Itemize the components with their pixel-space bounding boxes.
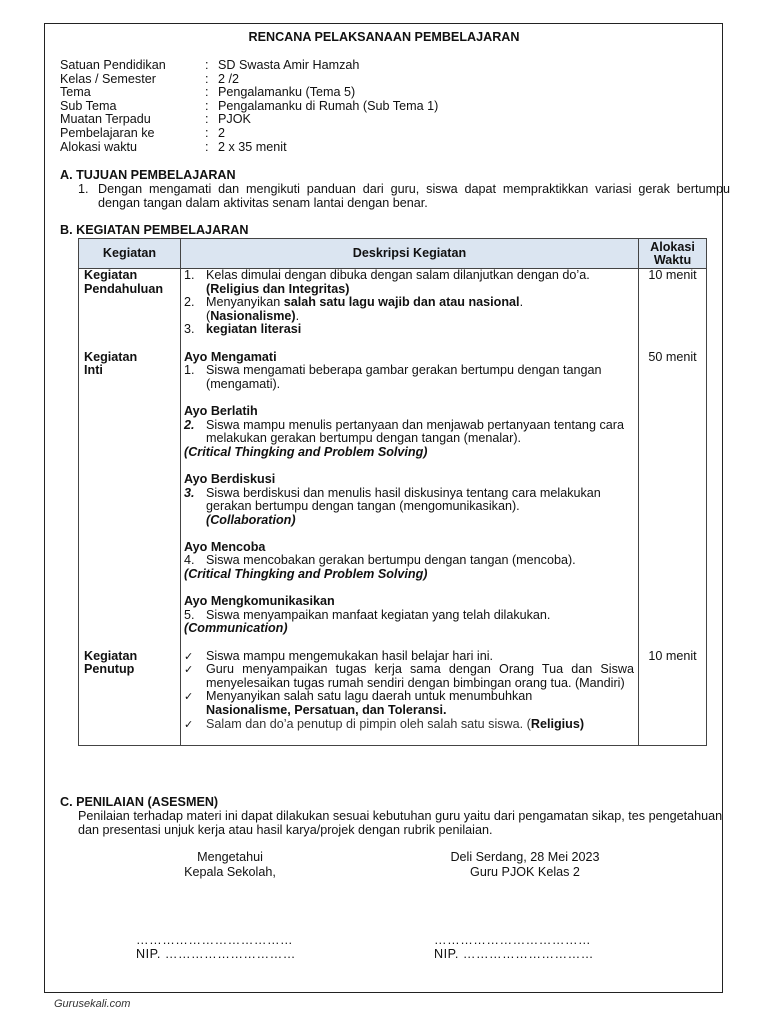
column-header-deskripsi: Deskripsi Kegiatan	[181, 239, 639, 269]
identity-separator: :	[205, 85, 209, 100]
item-text: .	[519, 295, 524, 310]
item-text: Kelas dimulai dengan dibuka dengan salam dilanjutkan dengan do’a.	[206, 268, 590, 282]
list-number: 2.	[184, 417, 195, 432]
check-icon: ✓	[184, 649, 194, 663]
sub-heading: Ayo Berdiskusi	[184, 471, 276, 486]
row-description	[181, 351, 639, 650]
identity-row	[60, 141, 438, 155]
identity-separator: :	[205, 71, 209, 86]
column-header-kegiatan: Kegiatan	[79, 239, 181, 269]
list-item	[184, 419, 634, 446]
list-item	[184, 269, 634, 296]
signature-line: Kepala Sekolah,	[184, 865, 276, 879]
identity-value: Pengalamanku (Tema 5)	[218, 85, 356, 100]
list-text	[206, 718, 634, 732]
nip-line: NIP. …………………………	[434, 947, 594, 961]
table-header-row	[79, 239, 707, 269]
principal-signature-block	[150, 850, 310, 880]
identity-row	[60, 73, 438, 87]
list-text	[206, 296, 634, 323]
sub-heading: Ayo Mencoba	[184, 539, 266, 554]
item-text: Siswa mampu menulis pertanyaan dan menjawab pertanyaan tentang cara melakukan gerakan bertumpu dengan tangan (menalar).	[206, 417, 624, 446]
list-item	[184, 718, 634, 732]
item-text: Siswa mengamati beberapa gambar gerakan bertumpu dengan tangan (mengamati).	[206, 363, 602, 391]
item-text: Guru menyampaikan tugas kerja sama dengan Orang Tua dan Siswa menyelesaikan tugas rumah sendiri dengan bimbingan orang tua. (Mandiri)	[206, 662, 634, 690]
list-item	[184, 663, 634, 690]
identity-value: 2 x 35 menit	[218, 139, 287, 154]
identity-label: Tema	[60, 85, 91, 100]
identity-value: SD Swasta Amir Hamzah	[218, 58, 360, 72]
row-description	[181, 650, 639, 746]
activity-table	[78, 238, 707, 746]
table-row	[79, 269, 707, 351]
item-value: Religius)	[530, 716, 585, 731]
identity-label: Pembelajaran ke	[60, 125, 155, 140]
identity-separator: :	[205, 58, 209, 72]
list-item	[78, 183, 730, 210]
check-icon: ✓	[184, 690, 194, 704]
item-value: salah satu lagu wajib dan atau nasional	[283, 295, 520, 310]
section-c-heading: C. PENILAIAN (ASESMEN)	[60, 795, 219, 809]
objective-list	[78, 183, 730, 210]
identity-separator: :	[205, 139, 209, 154]
list-number: 2.	[184, 295, 195, 310]
nip-line: NIP. …………………………	[136, 947, 296, 961]
item-value: Nasionalisme, Persatuan, dan Toleransi.	[206, 703, 447, 717]
value-tag: (Communication)	[184, 621, 288, 636]
item-text: Menyanyikan	[206, 295, 284, 310]
list-item	[184, 296, 634, 323]
list-item	[184, 323, 634, 337]
sub-heading: Ayo Mengkomunikasikan	[184, 594, 335, 609]
list-number: 1.	[184, 363, 195, 378]
item-text: Siswa menyampaikan manfaat kegiatan yang telah dilakukan.	[206, 607, 551, 622]
row-label	[79, 269, 181, 351]
check-icon: ✓	[184, 663, 194, 677]
item-value: (Religius dan Integritas)	[206, 281, 350, 296]
identity-label: Sub Tema	[60, 98, 117, 113]
list-number: 3.	[184, 485, 195, 500]
watermark: Gurusekali.com	[54, 998, 131, 1010]
assessment-text: Penilaian terhadap materi ini dapat dilakukan sesuai kebutuhan guru yaitu dari pengamatan sikap, tes pengetahuan dan presentasi unjuk kerja atau hasil karya/projek dengan rubrik penilaian.	[78, 809, 723, 837]
list-item	[184, 650, 634, 664]
row-label-text: Kegiatan Pendahuluan	[84, 268, 164, 296]
item-text: Salam dan do’a penutup di pimpin oleh salah satu siswa. (	[206, 716, 531, 731]
signature-line: Deli Serdang, 28 Mei 2023	[450, 850, 600, 864]
identity-label: Kelas / Semester	[60, 71, 156, 86]
identity-value: 2 /2	[218, 71, 240, 86]
section-a-heading: A. TUJUAN PEMBELAJARAN	[60, 168, 236, 182]
objective-text: Dengan mengamati dan mengikuti panduan dari guru, siswa dapat mempraktikkan variasi gerak bertumpu dengan tangan dalam aktivitas senam lantai dengan benar.	[98, 182, 730, 210]
column-header-alokasi: Alokasi Waktu	[639, 239, 707, 269]
list-text	[206, 690, 634, 717]
row-time: 50 menit	[639, 351, 707, 650]
list-item	[184, 690, 634, 717]
table-row	[79, 351, 707, 650]
item-text: Siswa berdiskusi dan menulis hasil diskusinya tentang cara melakukan gerakan bertumpu dengan tangan (mengomunikasikan).	[206, 485, 601, 514]
identity-row	[60, 59, 438, 73]
item-value: kegiatan literasi	[206, 322, 302, 337]
list-number: 1.	[184, 268, 195, 282]
item-text: Siswa mencobakan gerakan bertumpu dengan tangan (mencoba).	[206, 553, 576, 568]
identity-row	[60, 113, 438, 127]
item-text: Menyanyikan salah satu lagu daerah untuk menumbuhkan	[206, 689, 533, 704]
row-label-text: Kegiatan Inti	[84, 349, 138, 378]
row-label-text: Kegiatan Penutup	[84, 648, 138, 677]
signature-dots: ………………………………	[434, 933, 592, 947]
list-number: 3.	[184, 322, 195, 337]
item-value: Nasionalisme)	[210, 308, 296, 323]
value-tag: (Critical Thingking and Problem Solving)	[184, 444, 428, 459]
identity-label: Satuan Pendidikan	[60, 58, 166, 72]
row-description	[181, 269, 639, 351]
identity-row	[60, 86, 438, 100]
row-label	[79, 650, 181, 746]
list-number: 1.	[78, 182, 89, 196]
list-number: 5.	[184, 607, 195, 622]
list-item	[184, 364, 634, 391]
section-b-heading: B. KEGIATAN PEMBELAJARAN	[60, 223, 249, 237]
row-label	[79, 351, 181, 650]
check-icon: ✓	[184, 717, 194, 731]
row-time: 10 menit	[639, 269, 707, 351]
sub-heading: Ayo Mengamati	[184, 349, 277, 364]
list-item	[184, 609, 634, 623]
teacher-signature-block	[420, 850, 630, 880]
item-text: Siswa mampu mengemukakan hasil belajar hari ini.	[206, 648, 493, 663]
identity-value: Pengalamanku di Rumah (Sub Tema 1)	[218, 98, 439, 113]
signature-line: Mengetahui	[197, 850, 263, 864]
signature-line: Guru PJOK Kelas 2	[470, 865, 580, 879]
identity-value: PJOK	[218, 112, 251, 127]
row-time: 10 menit	[639, 650, 707, 746]
list-item	[184, 554, 634, 568]
identity-label: Alokasi waktu	[60, 139, 137, 154]
list-number: 4.	[184, 553, 195, 568]
table-row	[79, 650, 707, 746]
identity-label: Muatan Terpadu	[60, 112, 151, 127]
list-text	[206, 269, 634, 296]
list-item	[184, 487, 634, 514]
identity-row	[60, 100, 438, 114]
sub-heading: Ayo Berlatih	[184, 403, 258, 418]
value-tag: (Critical Thingking and Problem Solving)	[184, 567, 428, 582]
identity-separator: :	[205, 98, 209, 113]
identity-separator: :	[205, 112, 209, 127]
item-text: (	[206, 308, 211, 323]
identity-separator: :	[205, 125, 209, 140]
identity-value: 2	[218, 125, 226, 140]
signature-dots: ………………………………	[136, 933, 294, 947]
identity-row	[60, 127, 438, 141]
item-text: .	[295, 308, 300, 323]
page-title: RENCANA PELAKSANAAN PEMBELAJARAN	[248, 30, 520, 44]
identity-block	[60, 59, 438, 154]
value-tag: (Collaboration)	[206, 512, 296, 527]
